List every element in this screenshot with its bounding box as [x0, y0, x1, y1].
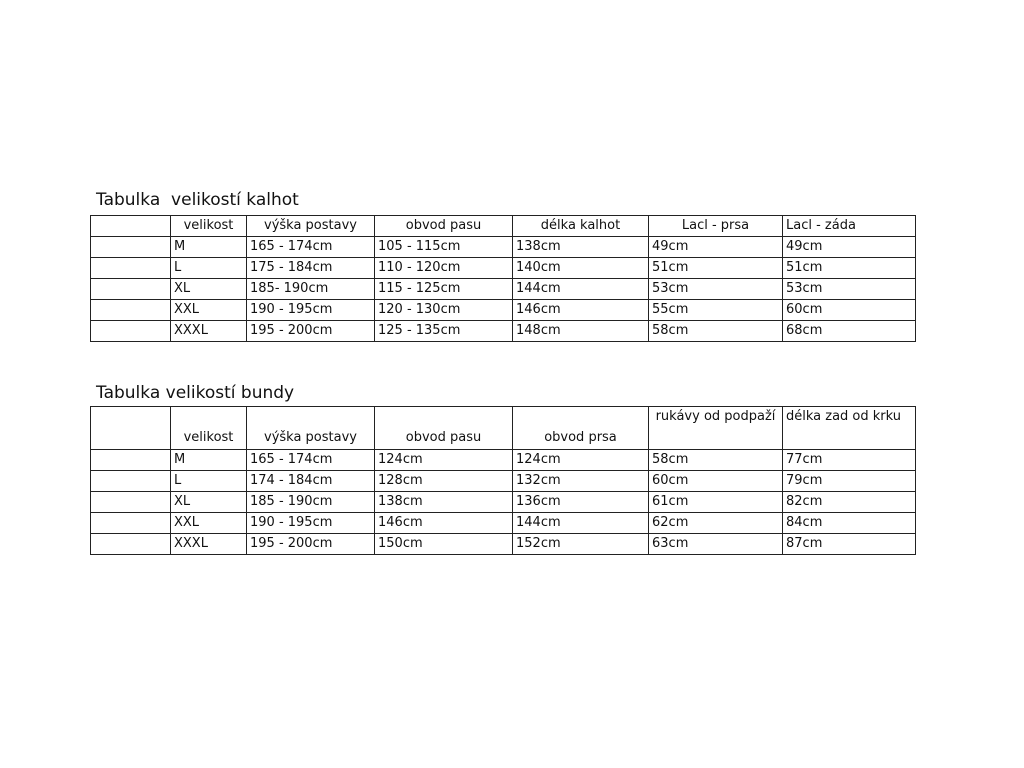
- table-cell: 174 - 184cm: [247, 471, 375, 492]
- table-cell: 87cm: [783, 534, 916, 555]
- table-cell: 146cm: [513, 300, 649, 321]
- table-cell: 150cm: [375, 534, 513, 555]
- table-cell: L: [171, 471, 247, 492]
- table-cell: 58cm: [649, 450, 783, 471]
- header-cell-empty: [91, 407, 171, 450]
- header-cell-waist: obvod pasu: [375, 407, 513, 450]
- header-cell-size: velikost: [171, 216, 247, 237]
- table-cell: 124cm: [375, 450, 513, 471]
- table-cell: 144cm: [513, 513, 649, 534]
- table-cell: M: [171, 237, 247, 258]
- header-cell-bib-back: Lacl - záda: [783, 216, 916, 237]
- header-cell-pants-length: délka kalhot: [513, 216, 649, 237]
- jacket-size-table-title: Tabulka velikostí bundy: [96, 383, 295, 403]
- table-cell: 138cm: [375, 492, 513, 513]
- jacket-size-table: [90, 406, 916, 555]
- table-cell: 148cm: [513, 321, 649, 342]
- table-cell: [91, 513, 171, 534]
- table-cell: [91, 450, 171, 471]
- table-cell: [91, 471, 171, 492]
- table-cell: 60cm: [783, 300, 916, 321]
- table-cell: 62cm: [649, 513, 783, 534]
- table-cell: 110 - 120cm: [375, 258, 513, 279]
- header-cell-waist: obvod pasu: [375, 216, 513, 237]
- table-cell: [91, 237, 171, 258]
- table-cell: 124cm: [513, 450, 649, 471]
- header-cell-sleeve-from-armpit: rukávy od podpaží: [649, 407, 783, 450]
- table-cell: 128cm: [375, 471, 513, 492]
- table-cell: XXXL: [171, 534, 247, 555]
- table-header-row: [91, 407, 916, 450]
- table-cell: [91, 321, 171, 342]
- header-cell-size: velikost: [171, 407, 247, 450]
- table-row: [91, 300, 916, 321]
- table-cell: 125 - 135cm: [375, 321, 513, 342]
- table-cell: 51cm: [783, 258, 916, 279]
- table-cell: 55cm: [649, 300, 783, 321]
- table-cell: 195 - 200cm: [247, 321, 375, 342]
- table-cell: 79cm: [783, 471, 916, 492]
- table-cell: 144cm: [513, 279, 649, 300]
- table-row: [91, 513, 916, 534]
- header-cell-height: výška postavy: [247, 407, 375, 450]
- table-cell: 53cm: [649, 279, 783, 300]
- table-row: [91, 279, 916, 300]
- table-header-row: [91, 216, 916, 237]
- table-cell: [91, 300, 171, 321]
- table-cell: 77cm: [783, 450, 916, 471]
- table-cell: 60cm: [649, 471, 783, 492]
- table-cell: 190 - 195cm: [247, 300, 375, 321]
- table-cell: M: [171, 450, 247, 471]
- table-cell: XXL: [171, 300, 247, 321]
- table-cell: 138cm: [513, 237, 649, 258]
- table-cell: 63cm: [649, 534, 783, 555]
- table-cell: 175 - 184cm: [247, 258, 375, 279]
- table-cell: 82cm: [783, 492, 916, 513]
- table-cell: 115 - 125cm: [375, 279, 513, 300]
- table-row: [91, 321, 916, 342]
- table-cell: 51cm: [649, 258, 783, 279]
- table-cell: [91, 534, 171, 555]
- pants-size-table: [90, 215, 916, 342]
- header-cell-bib-front: Lacl - prsa: [649, 216, 783, 237]
- table-cell: 68cm: [783, 321, 916, 342]
- header-cell-empty: [91, 216, 171, 237]
- table-cell: [91, 492, 171, 513]
- table-row: [91, 237, 916, 258]
- header-cell-back-length: délka zad od krku: [783, 407, 916, 450]
- table-cell: [91, 258, 171, 279]
- table-row: [91, 534, 916, 555]
- table-row: [91, 492, 916, 513]
- table-cell: 132cm: [513, 471, 649, 492]
- table-cell: XXL: [171, 513, 247, 534]
- pants-size-table-title: Tabulka velikostí kalhot: [96, 190, 299, 210]
- table-cell: 105 - 115cm: [375, 237, 513, 258]
- table-cell: 152cm: [513, 534, 649, 555]
- table-row: [91, 471, 916, 492]
- table-cell: 165 - 174cm: [247, 450, 375, 471]
- table-cell: 185- 190cm: [247, 279, 375, 300]
- table-cell: 53cm: [783, 279, 916, 300]
- table-cell: 49cm: [783, 237, 916, 258]
- table-cell: 120 - 130cm: [375, 300, 513, 321]
- table-cell: 58cm: [649, 321, 783, 342]
- table-cell: 61cm: [649, 492, 783, 513]
- table-cell: 49cm: [649, 237, 783, 258]
- table-cell: [91, 279, 171, 300]
- table-cell: XXXL: [171, 321, 247, 342]
- table-cell: XL: [171, 492, 247, 513]
- table-row: [91, 450, 916, 471]
- header-cell-height: výška postavy: [247, 216, 375, 237]
- table-cell: 146cm: [375, 513, 513, 534]
- table-cell: XL: [171, 279, 247, 300]
- table-cell: 190 - 195cm: [247, 513, 375, 534]
- table-row: [91, 258, 916, 279]
- table-cell: 165 - 174cm: [247, 237, 375, 258]
- table-cell: 136cm: [513, 492, 649, 513]
- table-cell: 195 - 200cm: [247, 534, 375, 555]
- table-cell: L: [171, 258, 247, 279]
- table-cell: 140cm: [513, 258, 649, 279]
- table-cell: 84cm: [783, 513, 916, 534]
- table-cell: 185 - 190cm: [247, 492, 375, 513]
- header-cell-chest: obvod prsa: [513, 407, 649, 450]
